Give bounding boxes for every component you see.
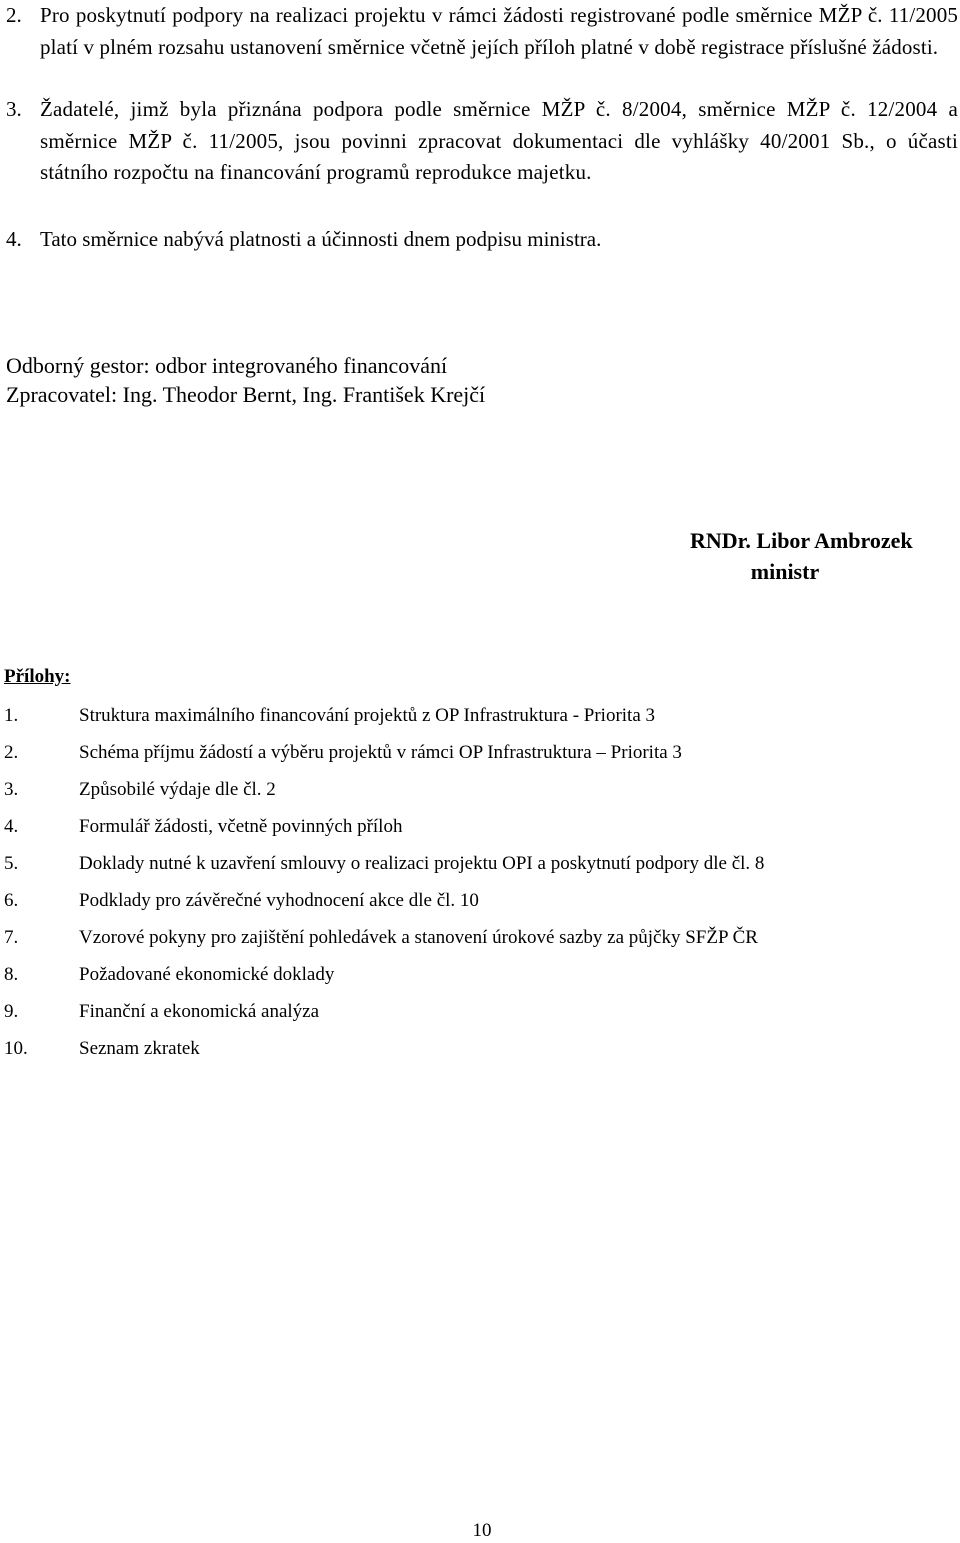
list-item-number: 3. <box>4 779 19 800</box>
list-item <box>4 999 954 1036</box>
clause-text: Žadatelé, jimž byla přiznána podpora podle směrnice MŽP č. 8/2004, směrnice MŽP č. 12/2004 a směrnice MŽP č. 11/2005, jsou povinni zpracovat dokumentaci dle vyhlášky 40/2001 Sb., o účasti státního rozpočtu na financování programů reprodukce majetku. <box>40 97 958 184</box>
clause-4 <box>6 224 960 256</box>
list-item-number: 4. <box>4 816 19 837</box>
list-item-number: 5. <box>4 853 19 874</box>
list-item-text: Podklady pro závěrečné vyhodnocení akce dle čl. 10 <box>79 890 479 911</box>
clause-text: Pro poskytnutí podpory na realizaci projektu v rámci žádosti registrované podle směrnice MŽP č. 11/2005 platí v plném rozsahu ustanovení směrnice včetně jejích příloh platné v době registrace příslušné žádosti. <box>40 3 958 59</box>
list-item <box>4 962 954 999</box>
list-item <box>4 925 954 962</box>
clause-3 <box>6 94 960 189</box>
list-item-text: Formulář žádosti, včetně povinných příloh <box>79 816 403 837</box>
list-item-text: Schéma příjmu žádostí a výběru projektů v rámci OP Infrastruktura – Priorita 3 <box>79 742 682 763</box>
list-item-number: 10. <box>4 1038 28 1059</box>
attachments-list <box>4 703 954 1073</box>
list-item-text: Finanční a ekonomická analýza <box>79 1001 320 1022</box>
list-item-number: 2. <box>4 742 19 763</box>
list-item-text: Doklady nutné k uzavření smlouvy o realizaci projektu OPI a poskytnutí podpory dle čl. 8 <box>79 853 765 874</box>
list-item <box>4 777 954 814</box>
clause-number: 4. <box>6 227 22 251</box>
list-item-number: 9. <box>4 1001 19 1022</box>
list-item <box>4 740 954 777</box>
list-item-text: Struktura maximálního financování projektů z OP Infrastruktura - Priorita 3 <box>79 705 656 726</box>
expert-guarantor: Odborný gestor: odbor integrovaného financování <box>6 353 448 378</box>
clause-2 <box>6 0 960 63</box>
clause-text: Tato směrnice nabývá platnosti a účinnosti dnem podpisu ministra. <box>40 227 602 251</box>
author-line: Zpracovatel: Ing. Theodor Bernt, Ing. František Krejčí <box>6 382 486 407</box>
list-item <box>4 851 954 888</box>
list-item-text: Požadované ekonomické doklady <box>79 964 335 985</box>
list-item <box>4 1036 954 1073</box>
list-item-number: 7. <box>4 927 19 948</box>
list-item <box>4 703 954 740</box>
list-item-number: 8. <box>4 964 19 985</box>
signatory-title: ministr <box>750 559 820 584</box>
page-number: 10 <box>472 1520 492 1541</box>
list-item-number: 1. <box>4 705 19 726</box>
list-item-text: Seznam zkratek <box>79 1038 200 1059</box>
signatory-name: RNDr. Libor Ambrozek <box>690 528 913 553</box>
list-item <box>4 888 954 925</box>
clause-number: 2. <box>6 3 22 27</box>
list-item-text: Vzorové pokyny pro zajištění pohledávek a stanovení úrokové sazby za půjčky SFŽP ČR <box>79 927 758 948</box>
list-item-text: Způsobilé výdaje dle čl. 2 <box>79 779 276 800</box>
list-item-number: 6. <box>4 890 19 911</box>
clause-number: 3. <box>6 97 22 121</box>
attachments-heading: Přílohy: <box>4 666 71 687</box>
list-item <box>4 814 954 851</box>
